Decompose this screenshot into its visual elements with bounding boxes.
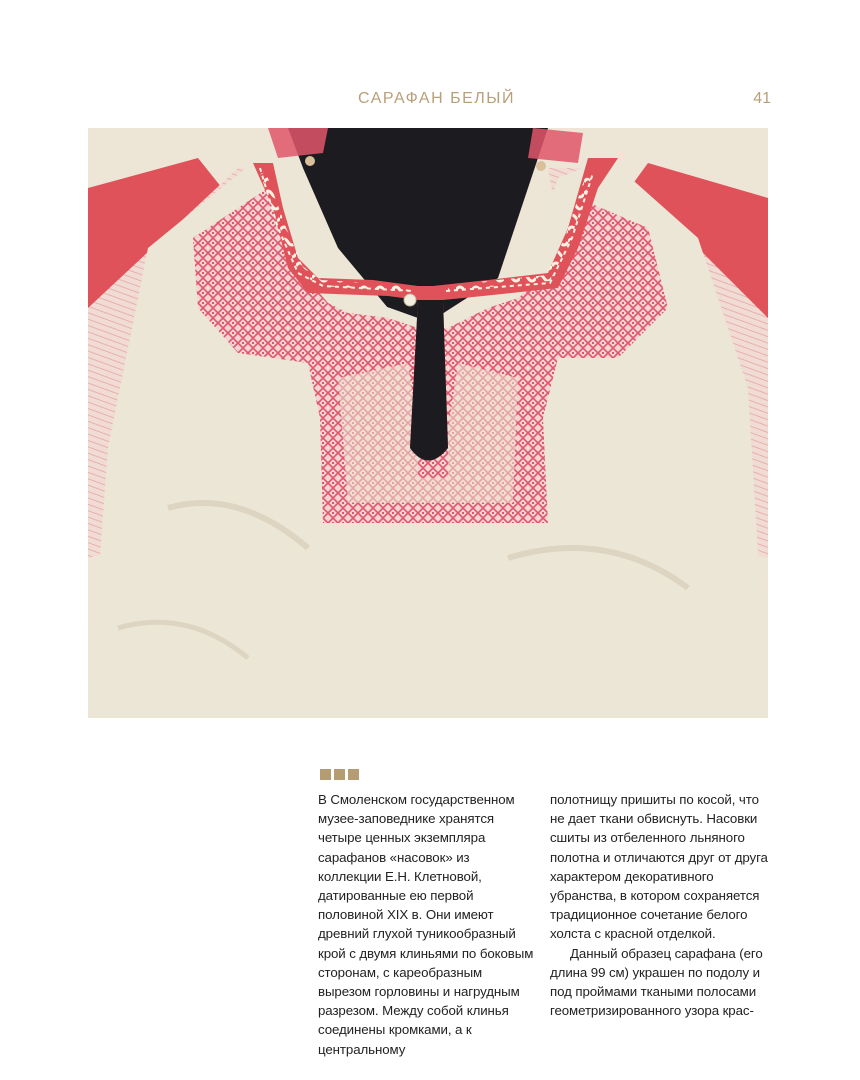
section-ornament (320, 769, 359, 780)
page-number: 41 (753, 90, 771, 107)
sarafan-photo (88, 128, 768, 718)
text-column-right (550, 790, 768, 1020)
paragraph: Данный образец сарафана (его длина 99 см) украшен по подолу и под проймами ткаными полосами геометризированного узора крас- (550, 945, 763, 1019)
text-column-left (318, 790, 536, 1057)
ornament-square (320, 769, 331, 780)
paragraph: полотнищу пришиты по косой, что не дает ткани обвиснуть. Насовки сшиты из отбеленного льняного полотна и отличаются друг от друга характером декоративного убранства, в котором сохраняется традиционное сочетание белого холста с красной отделкой. (550, 792, 768, 942)
running-head: САРАФАН БЕЛЫЙ (358, 90, 515, 107)
ornament-square (334, 769, 345, 780)
paragraph: В Смоленском государственном музее-заповеднике хранятся четыре ценных экземпляра сарафанов «насовок» из коллекции Е.Н. Клетновой, датированные ею первой половиной XIX в. Они имеют древний глухой туникообразный крой с двумя клиньями по боковым сторонам, с карeoбразным вырезом горловины и нагрудным разрезом. Между собой клинья соединены кромками, а к центральному (318, 792, 534, 1057)
ornament-square (348, 769, 359, 780)
body-text (318, 790, 768, 1057)
